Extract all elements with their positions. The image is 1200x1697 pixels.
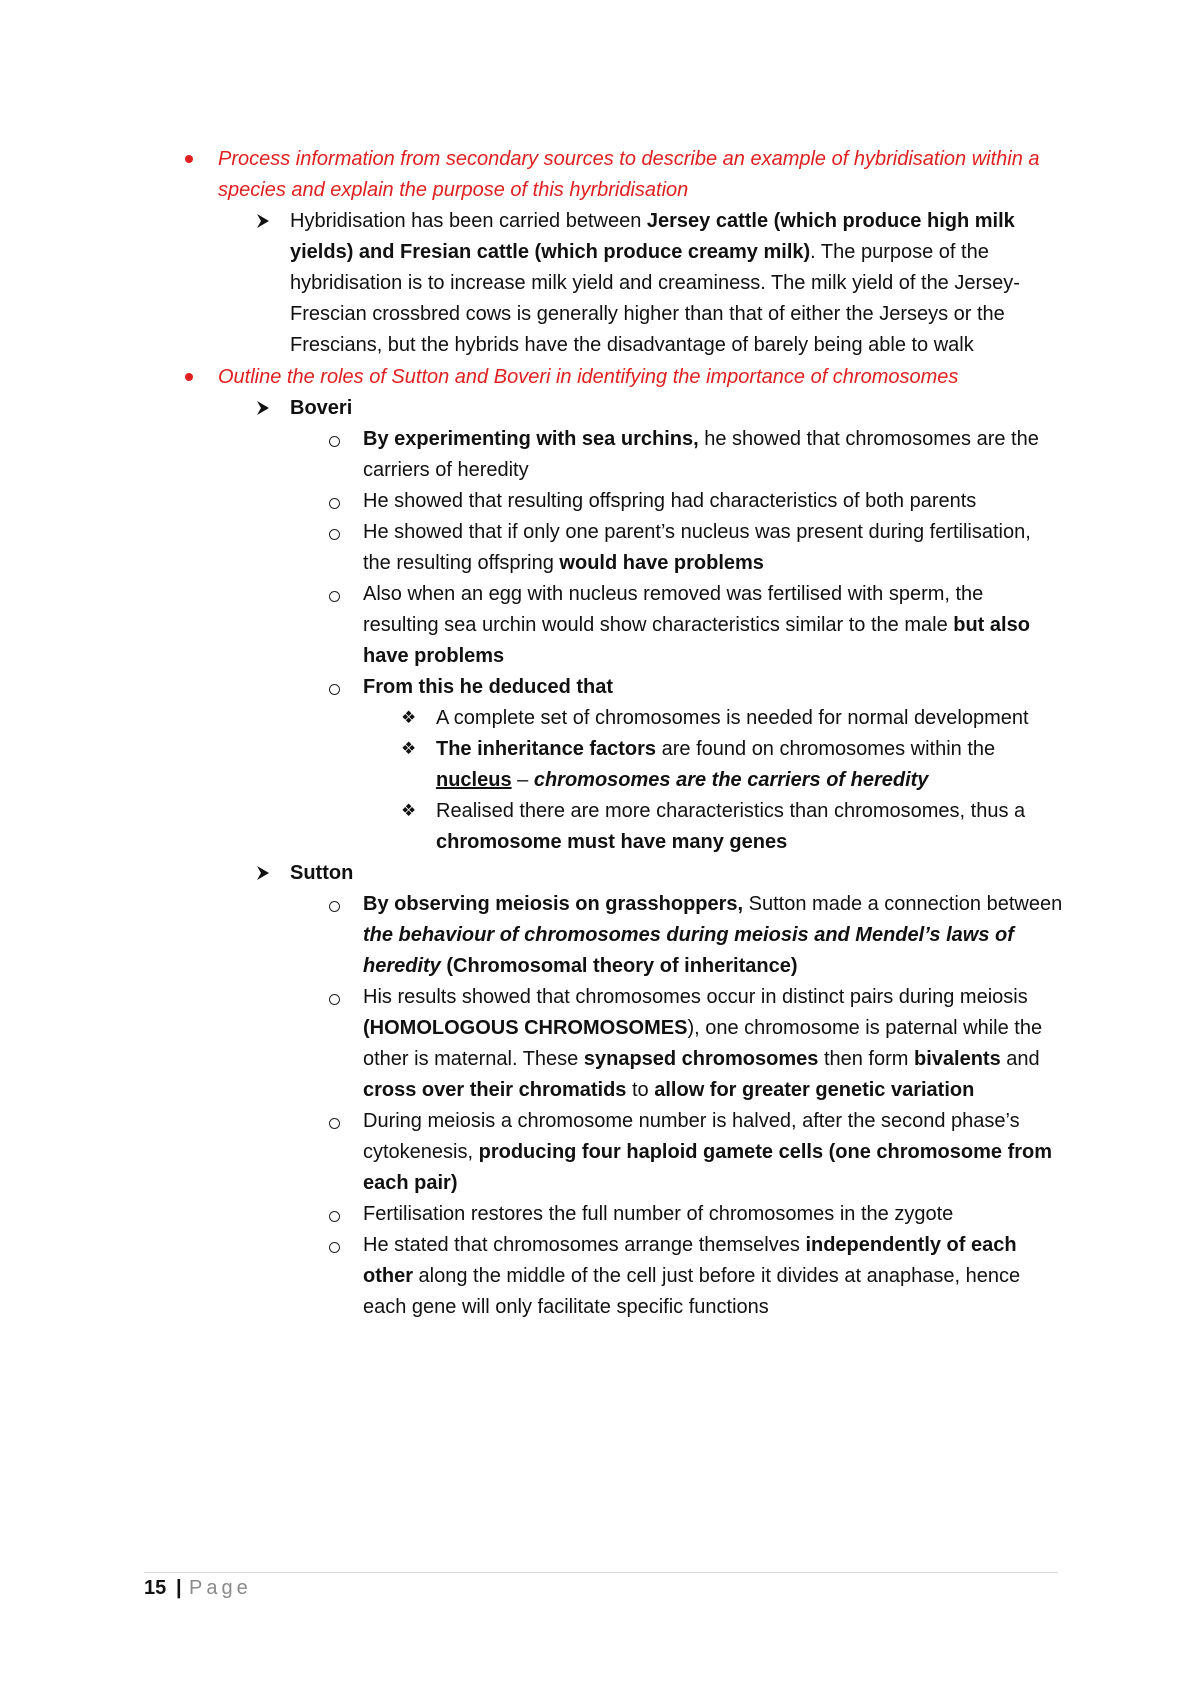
list-item: He stated that chromosomes arrange themselves independently of each	[363, 1234, 1017, 1256]
arrow-bullet-icon	[256, 400, 270, 416]
list-item: The inheritance factors are found on chromosomes within the	[436, 738, 996, 760]
list-item: By observing meiosis on grasshoppers, Sutton made a connection between	[363, 893, 1063, 915]
list-item: carriers of heredity	[363, 459, 529, 481]
list-item: By experimenting with sea urchins, he showed that chromosomes are the	[363, 428, 1039, 450]
subheading-boveri: Boveri	[290, 397, 353, 419]
list-item: From this he deduced that	[363, 676, 614, 698]
list-item: He showed that resulting offspring had characteristics of both parents	[363, 490, 977, 512]
list-item: cytokenesis, producing four haploid gamete cells (one chromosome from	[363, 1141, 1053, 1163]
list-item: each gene will only facilitate specific functions	[363, 1296, 769, 1318]
list-item: the resulting offspring would have problems	[363, 552, 764, 574]
diamond-bullet-icon: ❖	[401, 739, 417, 758]
circle-bullet-icon	[329, 1242, 340, 1253]
arrow-bullet-icon	[256, 213, 270, 229]
list-item: have problems	[363, 645, 505, 667]
page-label: Page	[189, 1577, 252, 1599]
section-heading: Process information from secondary sources to describe an example of hybridisation within a	[218, 148, 1040, 170]
footer-separator: |	[176, 1577, 182, 1599]
list-item: cross over their chromatids to allow for greater genetic variation	[363, 1079, 975, 1101]
subheading-sutton: Sutton	[290, 862, 354, 884]
list-item: each pair)	[363, 1172, 458, 1194]
list-item: During meiosis a chromosome number is halved, after the second phase’s	[363, 1110, 1020, 1132]
list-item: Also when an egg with nucleus removed was fertilised with sperm, the	[363, 583, 984, 605]
paragraph-line: Frescian crossbred cows is generally higher than that of either the Jerseys or the	[290, 303, 1005, 325]
list-item: heredity (Chromosomal theory of inheritance)	[363, 955, 798, 977]
paragraph-line: Frescians, but the hybrids have the disadvantage of barely being able to walk	[290, 334, 974, 356]
list-item: resulting sea urchin would show characteristics similar to the male but also	[363, 614, 1030, 636]
list-item: the behaviour of chromosomes during meiosis and Mendel’s laws of	[363, 924, 1014, 946]
section-heading: Outline the roles of Sutton and Boveri in identifying the importance of chromosomes	[218, 366, 959, 388]
bullet-dot-icon	[185, 373, 193, 381]
list-item: A complete set of chromosomes is needed for normal development	[436, 707, 1029, 729]
diamond-bullet-icon: ❖	[401, 801, 417, 820]
list-item: other is maternal. These synapsed chromosomes then form bivalents and	[363, 1048, 1040, 1070]
list-item: other along the middle of the cell just before it divides at anaphase, hence	[363, 1265, 1021, 1287]
paragraph-line: hybridisation is to increase milk yield and creaminess. The milk yield of the Jersey-	[290, 272, 1020, 294]
list-item: chromosome must have many genes	[436, 831, 788, 853]
footer-divider	[144, 1572, 1058, 1573]
list-item: Realised there are more characteristics than chromosomes, thus a	[436, 800, 1026, 822]
section-heading: species and explain the purpose of this hyrbridisation	[218, 179, 689, 201]
bullet-dot-icon	[185, 155, 193, 163]
circle-bullet-icon	[329, 1211, 340, 1222]
list-item: His results showed that chromosomes occur in distinct pairs during meiosis	[363, 986, 1028, 1008]
page-number: 15	[144, 1577, 167, 1599]
circle-bullet-icon	[329, 591, 340, 602]
circle-bullet-icon	[329, 684, 340, 695]
paragraph-line: Hybridisation has been carried between Jersey cattle (which produce high milk	[290, 210, 1015, 232]
arrow-bullet-icon	[256, 865, 270, 881]
list-item: Fertilisation restores the full number of chromosomes in the zygote	[363, 1203, 954, 1225]
list-item: nucleus – chromosomes are the carriers of heredity	[436, 769, 929, 791]
circle-bullet-icon	[329, 436, 340, 447]
list-item: (HOMOLOGOUS CHROMOSOMES), one chromosome is paternal while the	[363, 1017, 1043, 1039]
list-item: He showed that if only one parent’s nucleus was present during fertilisation,	[363, 521, 1031, 543]
circle-bullet-icon	[329, 901, 340, 912]
circle-bullet-icon	[329, 1118, 340, 1129]
circle-bullet-icon	[329, 529, 340, 540]
circle-bullet-icon	[329, 498, 340, 509]
circle-bullet-icon	[329, 994, 340, 1005]
paragraph-line: yields) and Fresian cattle (which produce creamy milk). The purpose of the	[290, 241, 989, 263]
diamond-bullet-icon: ❖	[401, 708, 417, 727]
